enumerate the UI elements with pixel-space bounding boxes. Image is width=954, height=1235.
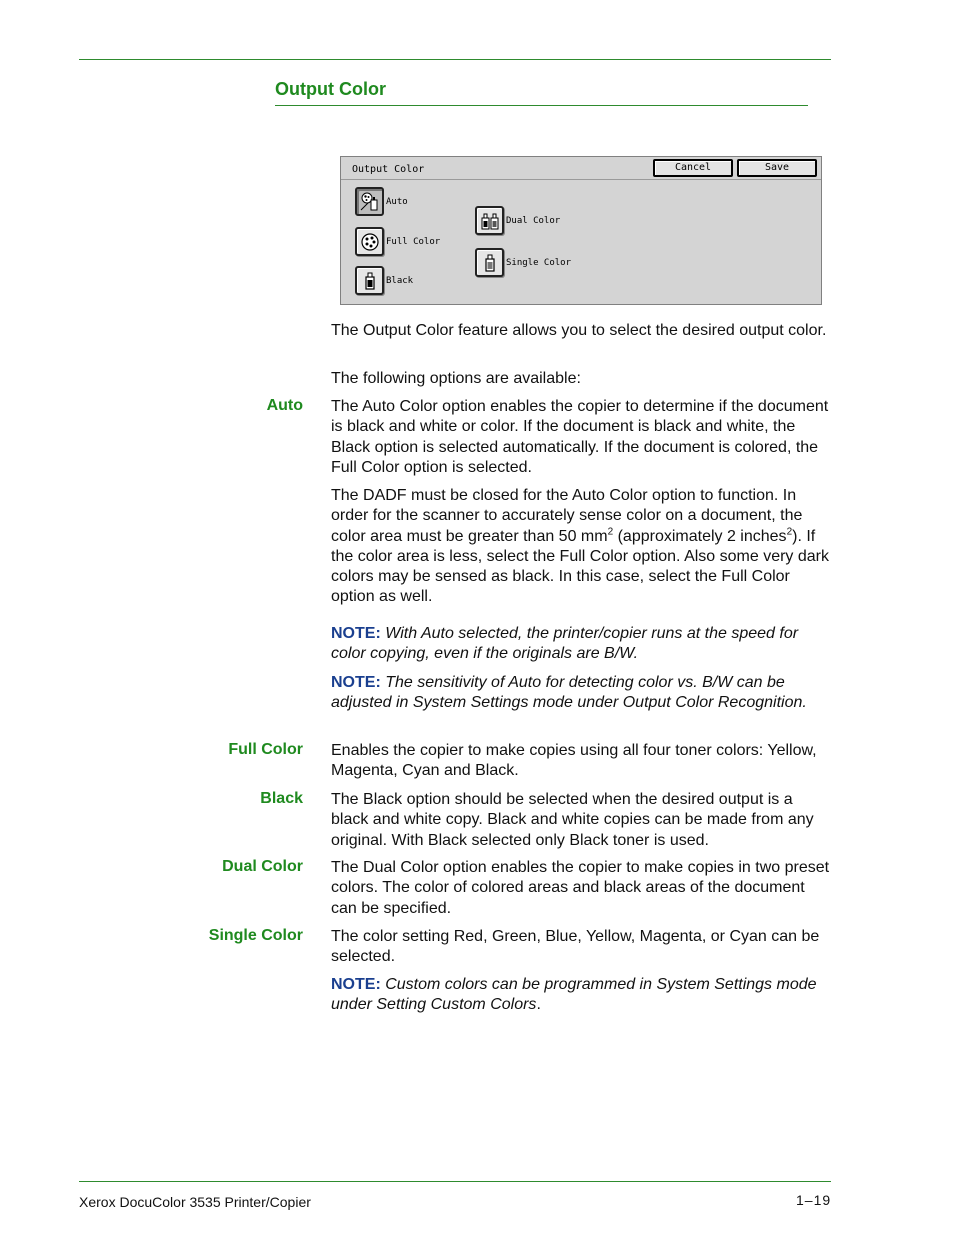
auto-note-sensitivity xyxy=(331,673,831,714)
note-label: NOTE: xyxy=(331,625,381,642)
save-button[interactable]: Save xyxy=(737,159,817,177)
full-color-option-label: Full Color xyxy=(386,236,441,247)
note-text: With Auto selected, the printer/copier runs at the speed for color copying, even if the originals are B/W. xyxy=(331,625,799,663)
auto-note-speed xyxy=(331,624,831,665)
term-full-color: Full Color xyxy=(228,741,303,758)
screen-header xyxy=(341,157,821,180)
top-rule xyxy=(79,59,831,60)
term-auto: Auto xyxy=(266,397,303,414)
dual-toner-icon xyxy=(475,206,504,235)
toner-bottle-icon xyxy=(355,266,384,295)
output-color-screen xyxy=(340,156,822,305)
footer-rule xyxy=(79,1181,831,1182)
dual-color-description: The Dual Color option enables the copier to make copies in two preset colors. The color of colored areas and black areas of the document can be specified. xyxy=(331,859,830,917)
term-dual-color: Dual Color xyxy=(222,858,303,875)
palette-icon xyxy=(355,227,384,256)
page-number: 1–19 xyxy=(796,1192,832,1208)
auto-option[interactable] xyxy=(355,187,408,216)
dual-color-option-label: Dual Color xyxy=(506,215,561,226)
black-option-label: Black xyxy=(386,275,414,286)
note-text: The sensitivity of Auto for detecting color vs. B/W can be adjusted in System Settings mode under Output Color Recognition. xyxy=(331,674,807,712)
note-text: Custom colors can be programmed in System Settings mode under Setting Custom Colors xyxy=(331,976,817,1014)
single-color-option[interactable] xyxy=(475,248,571,277)
note-label: NOTE: xyxy=(331,976,381,993)
superscript-a: 2 xyxy=(607,526,614,538)
auto-dadf-text-c: ). If the color area is less, select the Full Color option. Also some very dark colors may be sensed as black. In this case, select the Full Color option as well. xyxy=(331,527,829,606)
dual-color-option[interactable] xyxy=(475,206,560,235)
note-label: NOTE: xyxy=(331,674,381,691)
black-option[interactable] xyxy=(355,266,413,295)
cancel-button[interactable]: Cancel xyxy=(653,159,733,177)
single-color-option-label: Single Color xyxy=(506,257,572,268)
auto-option-label: Auto xyxy=(386,196,408,207)
auto-icon xyxy=(355,187,384,216)
full-color-description: Enables the copier to make copies using all four toner colors: Yellow, Magenta, Cyan and Black. xyxy=(331,742,817,780)
auto-description: The Auto Color option enables the copier to determine if the document is black and white or color. If the document is black and white, the Black option is selected automatically. If the document is colored, the Full Color option is selected. xyxy=(331,398,829,476)
term-black: Black xyxy=(260,790,303,807)
single-color-note xyxy=(331,975,831,1016)
superscript-b: 2 xyxy=(786,526,793,538)
intro-paragraph: The Output Color feature allows you to select the desired output color. xyxy=(331,322,827,339)
term-single-color: Single Color xyxy=(208,927,303,944)
auto-dadf-text-b: (approximately 2 inches xyxy=(613,527,787,545)
section-title: Output Color xyxy=(275,79,386,99)
footer-product-name: Xerox DocuColor 3535 Printer/Copier xyxy=(79,1194,311,1210)
screen-title: Output Color xyxy=(352,164,425,175)
auto-dadf-text-a: The DADF must be closed for the Auto Color option to function. In order for the scanner to accurately sense color on a document, the color area must be greater than 50 mm xyxy=(331,487,803,545)
auto-dadf-paragraph xyxy=(331,486,831,608)
note-period: . xyxy=(536,996,541,1014)
single-color-description: The color setting Red, Green, Blue, Yellow, Magenta, or Cyan can be selected. xyxy=(331,928,820,966)
single-toner-icon xyxy=(475,248,504,277)
black-description: The Black option should be selected when the desired output is a black and white copy. Black and white copies can be made from any original. With Black selected only Black toner is used. xyxy=(331,791,814,849)
options-available-paragraph: The following options are available: xyxy=(331,370,581,387)
full-color-option[interactable] xyxy=(355,227,440,256)
section-title-underline xyxy=(275,105,808,106)
